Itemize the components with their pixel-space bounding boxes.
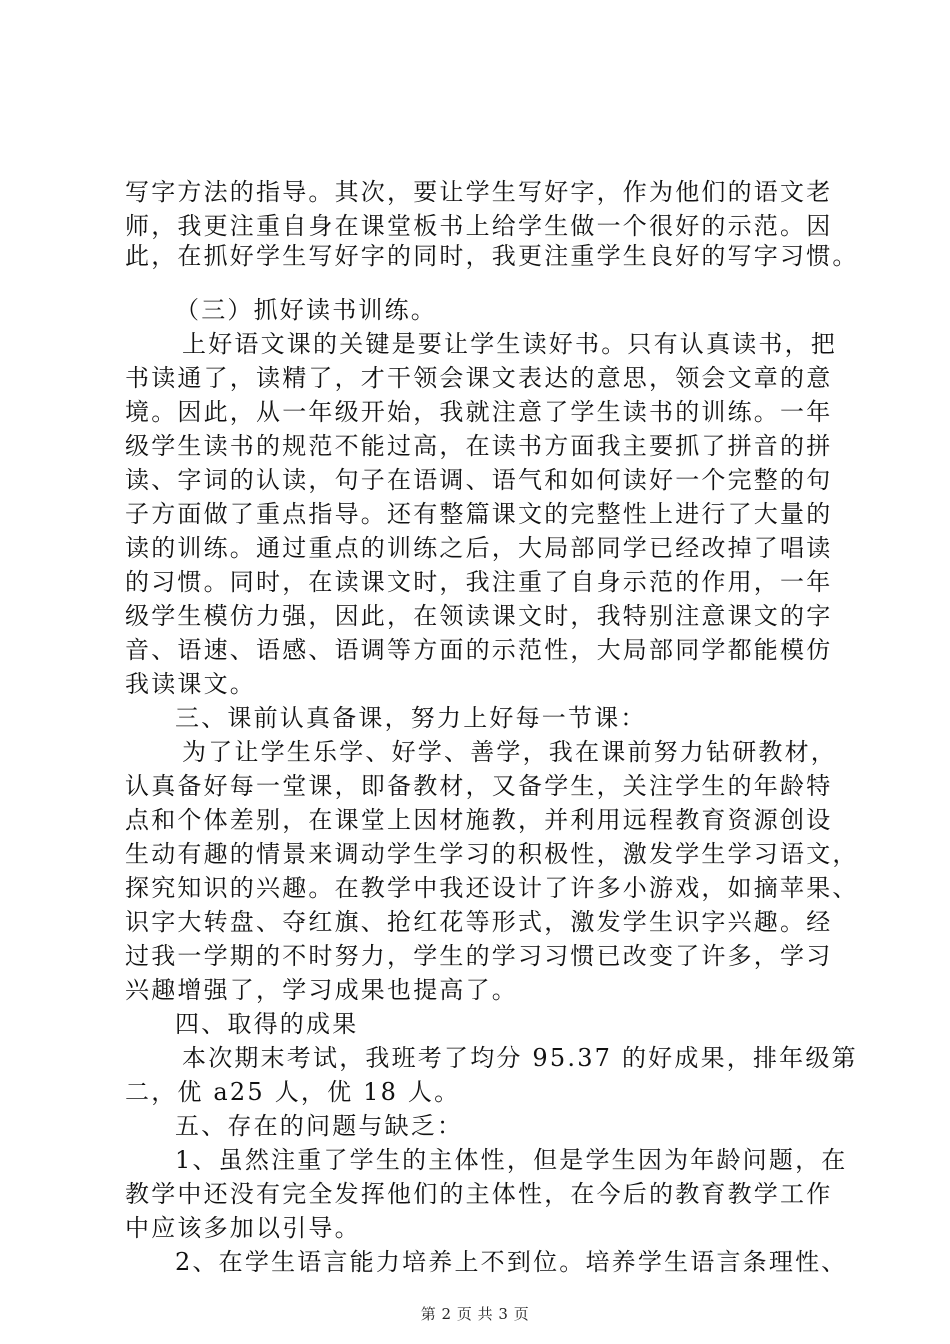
text-line: 师，我更注重自身在课堂板书上给学生做一个很好的示范。因 [125,212,833,240]
text-line: 二，优 a25 人，优 18 人。 [125,1078,461,1106]
text-line: 级学生读书的规范不能过高，在读书方面我主要抓了拼音的拼 [125,432,833,460]
text-line: 子方面做了重点指导。还有整篇课文的完整性上进行了大量的 [125,500,833,528]
page-number-footer: 第 2 页 共 3 页 [420,1305,530,1323]
text-line: 读、字词的认读，句子在语调、语气和如何读好一个完整的句 [125,466,833,494]
text-line: 探究知识的兴趣。在教学中我还设计了许多小游戏，如摘苹果、 [125,874,859,902]
text-line: 生动有趣的情景来调动学生学习的积极性，激发学生学习语文， [125,840,859,868]
text-line: 兴趣增强了，学习成果也提高了。 [125,976,518,1004]
text-line: 过我一学期的不时努力，学生的学习习惯已改变了许多，学习 [125,942,833,970]
text-line: 本次期末考试，我班考了均分 95.37 的好成果，排年级第 [182,1044,858,1072]
text-line: 教学中还没有完全发挥他们的主体性，在今后的教育教学工作 [125,1180,833,1208]
text-line: 为了让学生乐学、好学、善学，我在课前努力钻研教材， [182,738,837,766]
text-line: 书读通了，读精了，才干领会课文表达的意思，领会文章的意 [125,364,833,392]
section-heading: （三）抓好读书训练。 [175,296,437,324]
text-line: 1、虽然注重了学生的主体性，但是学生因为年龄问题，在 [175,1146,848,1174]
text-line: 识字大转盘、夺红旗、抢红花等形式，激发学生识字兴趣。经 [125,908,833,936]
section-heading: 四、取得的成果 [175,1010,359,1038]
text-line: 中应该多加以引导。 [125,1214,361,1242]
text-line: 读的训练。通过重点的训练之后，大局部同学已经改掉了唱读 [125,534,833,562]
text-line: 2、在学生语言能力培养上不到位。培养学生语言条理性、 [175,1248,848,1276]
text-line: 音、语速、语感、语调等方面的示范性，大局部同学都能模仿 [125,636,833,664]
section-heading: 三、课前认真备课，努力上好每一节课： [175,704,647,732]
text-line: 级学生模仿力强，因此，在领读课文时，我特别注意课文的字 [125,602,833,630]
text-line: 的习惯。同时，在读课文时，我注重了自身示范的作用，一年 [125,568,833,596]
text-line: 我读课文。 [125,670,256,698]
text-line: 点和个体差别，在课堂上因材施教，并利用远程教育资源创设 [125,806,833,834]
text-line: 境。因此，从一年级开始，我就注意了学生读书的训练。一年 [125,398,833,426]
text-line: 上好语文课的关键是要让学生读好书。只有认真读书，把 [182,330,837,358]
section-heading: 五、存在的问题与缺乏： [175,1112,464,1140]
text-line: 认真备好每一堂课，即备教材，又备学生，关注学生的年龄特 [125,772,833,800]
text-line: 此，在抓好学生写好字的同时，我更注重学生良好的写字习惯。 [125,242,859,270]
text-line: 写字方法的指导。其次，要让学生写好字，作为他们的语文老 [125,178,833,206]
